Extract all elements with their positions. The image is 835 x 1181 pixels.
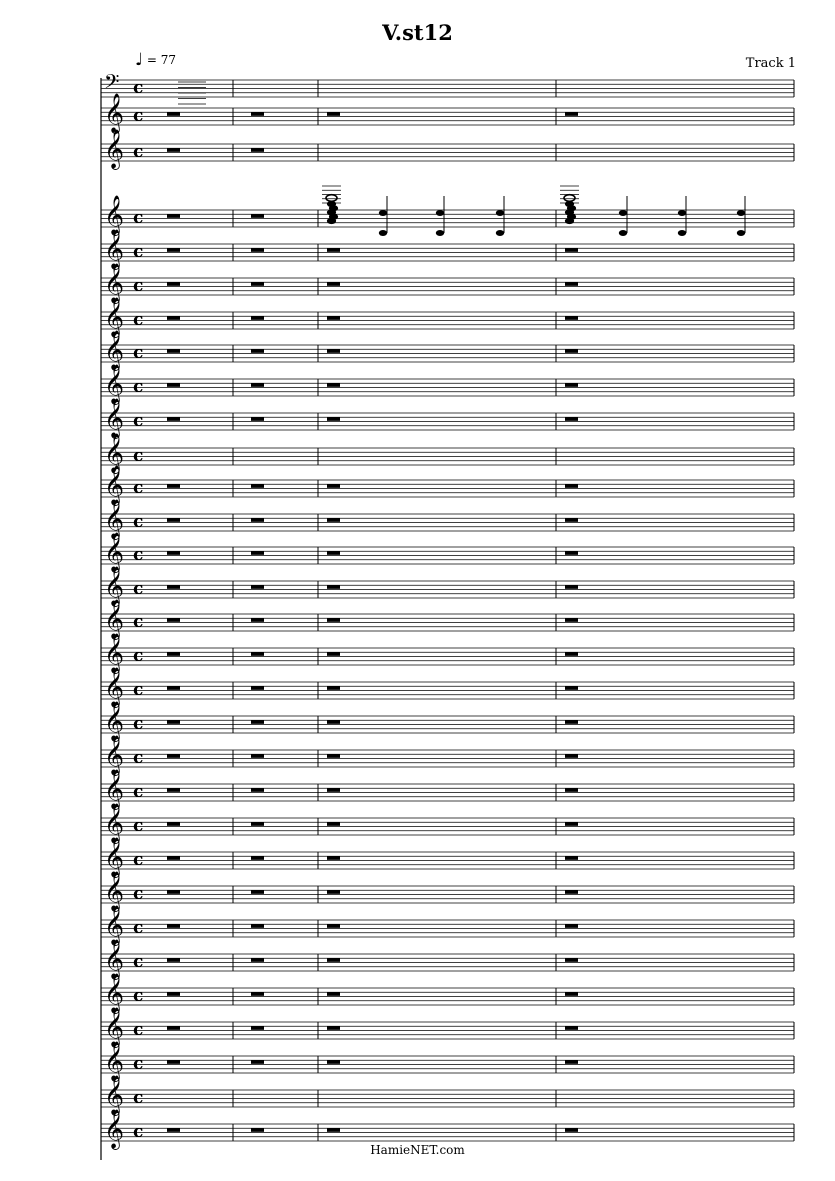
bass-clef-icon: 𝄢 xyxy=(104,70,120,98)
note-head xyxy=(496,230,504,236)
whole-rest xyxy=(327,788,340,792)
note-head xyxy=(737,210,745,216)
whole-rest xyxy=(251,484,264,488)
treble-clef-icon: 𝄞 xyxy=(104,129,125,169)
note-head xyxy=(737,230,745,236)
treble-clef-icon: 𝄞 xyxy=(104,532,125,572)
whole-rest xyxy=(167,214,180,218)
treble-clef-icon: 𝄞 xyxy=(104,1041,125,1081)
whole-rest xyxy=(327,417,340,421)
time-signature: c xyxy=(133,411,144,431)
score-title: V.st12 xyxy=(382,20,453,45)
whole-rest xyxy=(167,551,180,555)
whole-rest xyxy=(565,1060,578,1064)
note-head xyxy=(678,230,686,236)
treble-clef-icon: 𝄞 xyxy=(104,1007,125,1047)
whole-rest xyxy=(327,1128,340,1132)
track-label: Track 1 xyxy=(745,56,796,71)
whole-rest xyxy=(251,585,264,589)
whole-rest xyxy=(251,958,264,962)
whole-rest xyxy=(565,585,578,589)
whole-rest xyxy=(251,349,264,353)
whole-rest xyxy=(167,924,180,928)
treble-clef-icon: 𝄞 xyxy=(104,905,125,945)
whole-rest xyxy=(251,417,264,421)
whole-rest xyxy=(167,720,180,724)
whole-rest xyxy=(167,686,180,690)
note-head xyxy=(496,210,504,216)
treble-clef-icon: 𝄞 xyxy=(104,599,125,639)
time-signature: c xyxy=(133,884,144,904)
whole-rest xyxy=(565,112,578,116)
whole-rest xyxy=(565,349,578,353)
whole-rest xyxy=(327,890,340,894)
time-signature: c xyxy=(133,446,144,466)
time-signature: c xyxy=(133,986,144,1006)
whole-rest xyxy=(251,618,264,622)
whole-rest xyxy=(251,214,264,218)
time-signature: c xyxy=(133,952,144,972)
treble-clef-icon: 𝄞 xyxy=(104,701,125,741)
whole-rest xyxy=(565,551,578,555)
treble-clef-icon: 𝄞 xyxy=(104,1075,125,1115)
whole-rest xyxy=(167,248,180,252)
whole-rest xyxy=(251,112,264,116)
time-signature: c xyxy=(133,310,144,330)
whole-rest xyxy=(167,992,180,996)
chord-note-head xyxy=(327,218,336,224)
whole-rest xyxy=(327,248,340,252)
whole-rest xyxy=(327,484,340,488)
time-signature: c xyxy=(133,208,144,228)
note-head xyxy=(619,230,627,236)
time-signature: c xyxy=(133,242,144,262)
whole-rest xyxy=(167,890,180,894)
whole-rest xyxy=(327,992,340,996)
whole-rest xyxy=(565,1128,578,1132)
whole-rest xyxy=(565,924,578,928)
treble-clef-icon: 𝄞 xyxy=(104,1109,125,1149)
whole-rest xyxy=(327,652,340,656)
note-head xyxy=(379,210,387,216)
whole-rest xyxy=(327,518,340,522)
treble-clef-icon: 𝄞 xyxy=(104,330,125,370)
treble-clef-icon: 𝄞 xyxy=(104,667,125,707)
whole-rest xyxy=(327,585,340,589)
time-signature: c xyxy=(133,106,144,126)
treble-clef-icon: 𝄞 xyxy=(104,837,125,877)
whole-rest xyxy=(251,890,264,894)
whole-rest xyxy=(251,1060,264,1064)
note-head xyxy=(678,210,686,216)
time-signature: c xyxy=(133,1088,144,1108)
whole-rest xyxy=(167,518,180,522)
whole-rest xyxy=(251,316,264,320)
whole-rest xyxy=(565,890,578,894)
whole-rest xyxy=(251,282,264,286)
time-signature: c xyxy=(133,1020,144,1040)
whole-rest xyxy=(251,924,264,928)
whole-rest xyxy=(167,1128,180,1132)
time-signature: c xyxy=(133,816,144,836)
whole-rest xyxy=(251,754,264,758)
whole-rest xyxy=(167,417,180,421)
treble-clef-icon: 𝄞 xyxy=(104,297,125,337)
treble-clef-icon: 𝄞 xyxy=(104,364,125,404)
whole-rest xyxy=(565,720,578,724)
whole-rest xyxy=(167,788,180,792)
whole-rest xyxy=(167,1060,180,1064)
whole-rest xyxy=(251,720,264,724)
whole-rest xyxy=(327,1026,340,1030)
whole-rest xyxy=(167,822,180,826)
note-head xyxy=(436,230,444,236)
time-signature: c xyxy=(133,918,144,938)
whole-rest xyxy=(327,282,340,286)
time-signature: c xyxy=(133,343,144,363)
whole-rest xyxy=(167,856,180,860)
whole-rest xyxy=(167,349,180,353)
treble-clef-icon: 𝄞 xyxy=(104,398,125,438)
time-signature: c xyxy=(133,478,144,498)
time-signature: c xyxy=(133,377,144,397)
whole-rest xyxy=(251,518,264,522)
whole-rest xyxy=(167,618,180,622)
time-signature: c xyxy=(133,782,144,802)
whole-rest xyxy=(327,958,340,962)
time-signature: c xyxy=(133,612,144,632)
footer-credit: HamieNET.com xyxy=(370,1143,465,1157)
whole-rest xyxy=(565,992,578,996)
treble-clef-icon: 𝄞 xyxy=(104,973,125,1013)
whole-rest xyxy=(167,754,180,758)
whole-rest xyxy=(327,112,340,116)
note-head xyxy=(619,210,627,216)
whole-rest xyxy=(327,618,340,622)
chord-note-head xyxy=(565,218,574,224)
quarter-note-icon: ♩ xyxy=(135,50,144,70)
time-signature: c xyxy=(133,276,144,296)
whole-rest xyxy=(565,652,578,656)
treble-clef-icon: 𝄞 xyxy=(104,195,125,235)
whole-rest xyxy=(565,316,578,320)
treble-clef-icon: 𝄞 xyxy=(104,939,125,979)
whole-rest xyxy=(565,686,578,690)
whole-rest xyxy=(565,822,578,826)
whole-rest xyxy=(327,316,340,320)
tempo-value: = 77 xyxy=(146,53,176,67)
whole-rest xyxy=(565,417,578,421)
whole-rest xyxy=(251,822,264,826)
whole-rest xyxy=(565,856,578,860)
note-head xyxy=(436,210,444,216)
whole-rest xyxy=(565,518,578,522)
whole-rest xyxy=(167,484,180,488)
whole-rest xyxy=(327,924,340,928)
time-signature: c xyxy=(133,680,144,700)
treble-clef-icon: 𝄞 xyxy=(104,803,125,843)
whole-rest xyxy=(565,484,578,488)
whole-rest xyxy=(327,383,340,387)
whole-rest xyxy=(565,1026,578,1030)
whole-rest xyxy=(251,148,264,152)
time-signature: c xyxy=(133,714,144,734)
whole-rest xyxy=(327,349,340,353)
time-signature: c xyxy=(133,545,144,565)
time-signature: c xyxy=(133,142,144,162)
time-signature: c xyxy=(133,78,144,98)
whole-rest xyxy=(565,754,578,758)
whole-rest xyxy=(565,788,578,792)
whole-rest xyxy=(251,686,264,690)
whole-rest xyxy=(251,1128,264,1132)
whole-rest xyxy=(167,652,180,656)
whole-rest xyxy=(167,1026,180,1030)
whole-rest xyxy=(167,112,180,116)
time-signature: c xyxy=(133,1122,144,1142)
whole-rest xyxy=(565,383,578,387)
time-signature: c xyxy=(133,512,144,532)
treble-clef-icon: 𝄞 xyxy=(104,566,125,606)
whole-note-head xyxy=(326,195,337,202)
whole-rest xyxy=(251,992,264,996)
whole-rest xyxy=(327,1060,340,1064)
treble-clef-icon: 𝄞 xyxy=(104,93,125,133)
treble-clef-icon: 𝄞 xyxy=(104,263,125,303)
whole-rest xyxy=(565,958,578,962)
time-signature: c xyxy=(133,579,144,599)
treble-clef-icon: 𝄞 xyxy=(104,499,125,539)
note-head xyxy=(379,230,387,236)
whole-rest xyxy=(251,383,264,387)
whole-rest xyxy=(327,551,340,555)
treble-clef-icon: 𝄞 xyxy=(104,871,125,911)
whole-rest xyxy=(167,958,180,962)
whole-rest xyxy=(167,316,180,320)
whole-rest xyxy=(167,585,180,589)
whole-rest xyxy=(167,383,180,387)
treble-clef-icon: 𝄞 xyxy=(104,735,125,775)
treble-clef-icon: 𝄞 xyxy=(104,769,125,809)
whole-rest xyxy=(251,248,264,252)
whole-rest xyxy=(565,618,578,622)
treble-clef-icon: 𝄞 xyxy=(104,465,125,505)
whole-rest xyxy=(565,248,578,252)
whole-rest xyxy=(167,282,180,286)
whole-rest xyxy=(327,754,340,758)
whole-rest xyxy=(251,856,264,860)
whole-rest xyxy=(251,1026,264,1030)
time-signature: c xyxy=(133,850,144,870)
whole-rest xyxy=(327,686,340,690)
whole-rest xyxy=(327,822,340,826)
treble-clef-icon: 𝄞 xyxy=(104,433,125,473)
whole-rest xyxy=(167,148,180,152)
time-signature: c xyxy=(133,1054,144,1074)
time-signature: c xyxy=(133,646,144,666)
whole-rest xyxy=(251,788,264,792)
whole-rest xyxy=(327,856,340,860)
whole-rest xyxy=(251,551,264,555)
treble-clef-icon: 𝄞 xyxy=(104,229,125,269)
treble-clef-icon: 𝄞 xyxy=(104,633,125,673)
time-signature: c xyxy=(133,748,144,768)
whole-rest xyxy=(327,720,340,724)
whole-rest xyxy=(565,282,578,286)
whole-note-head xyxy=(564,195,575,202)
whole-rest xyxy=(251,652,264,656)
